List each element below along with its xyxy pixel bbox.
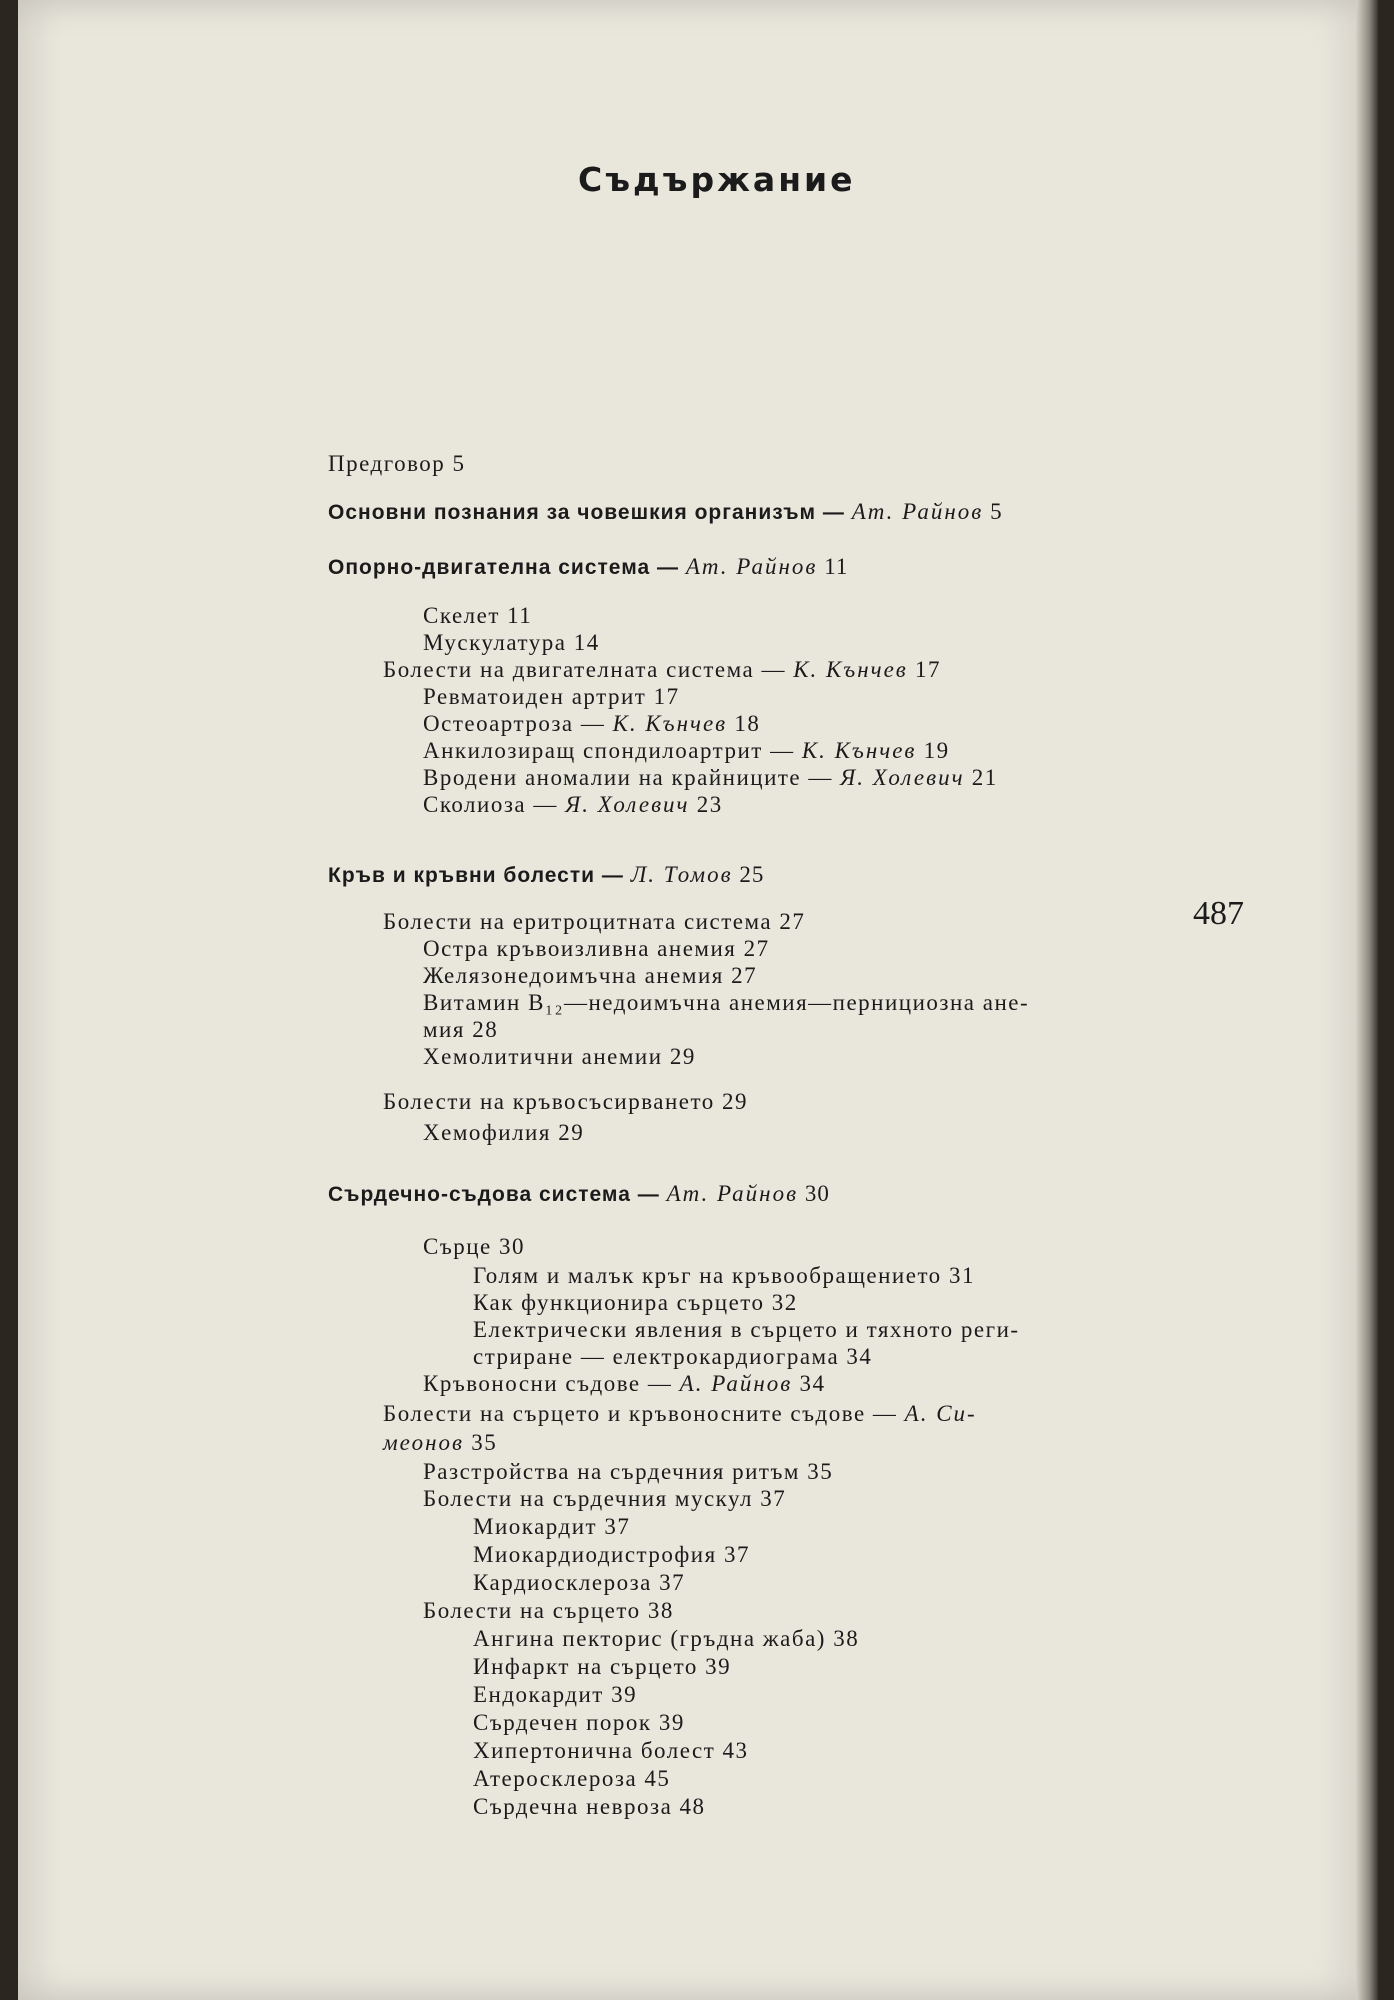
toc-entry: Хемолитични анемии 29: [423, 1044, 696, 1069]
toc-entry: Сърдечен порок 39: [473, 1710, 685, 1735]
toc-entry: Болести на еритроцитната система 27: [383, 909, 806, 934]
toc-entry: Ангина пекторис (гръдна жаба) 38: [473, 1626, 860, 1651]
toc-entry: Сърце 30: [423, 1234, 526, 1259]
toc-entry: Болести на сърцето и кръвоносните съдове — А. Си-: [383, 1401, 977, 1426]
toc-entry: Голям и малък кръг на кръвообращението 31: [473, 1263, 975, 1288]
toc-entry: Скелет 11: [423, 603, 533, 628]
toc-entry: Болести на кръвосъсирването 29: [383, 1089, 748, 1114]
toc-section: Опорно-двигателна система — Ат. Райнов 11: [328, 554, 849, 579]
toc-section: Кръв и кръвни болести — Л. Томов 25: [328, 862, 765, 887]
book-page: [18, 0, 1378, 2000]
toc-entry: Миокардит 37: [473, 1514, 631, 1539]
toc-entry: Хипертонична болест 43: [473, 1738, 749, 1763]
toc-entry: Разстройства на сърдечния ритъм 35: [423, 1459, 834, 1484]
book-spine: [1356, 0, 1378, 2000]
toc-entry: Ендокардит 39: [473, 1682, 638, 1707]
toc-entry: стриране — електрокардиограма 34: [473, 1344, 873, 1369]
toc-entry: Кръвоносни съдове — А. Райнов 34: [423, 1371, 826, 1396]
toc-section: Основни познания за човешкия организъм — Ат. Райнов 5: [328, 499, 1003, 524]
toc-entry: Електрически явления в сърцето и тяхното реги-: [473, 1317, 1020, 1342]
toc-entry: Сърдечна невроза 48: [473, 1794, 706, 1819]
toc-entry: Желязонедоимъчна анемия 27: [423, 963, 758, 988]
toc-entry: Мускулатура 14: [423, 630, 600, 655]
toc-entry: Болести на двигателната система — К. Кънчев 17: [383, 657, 942, 682]
toc-entry: Анкилозиращ спондилоартрит — К. Кънчев 19: [423, 738, 950, 763]
toc-entry: Сколиоза — Я. Холевич 23: [423, 792, 723, 817]
toc-entry: Болести на сърцето 38: [423, 1598, 674, 1623]
toc-entry: Остра кръвоизливна анемия 27: [423, 936, 770, 961]
toc-entry: Ревматоиден артрит 17: [423, 684, 680, 709]
toc-entry: Инфаркт на сърцето 39: [473, 1654, 732, 1679]
toc-entry: Витамин B₁₂—недоимъчна анемия—пернициозна ане-: [423, 990, 1030, 1015]
toc-entry: Как функционира сърцето 32: [473, 1290, 798, 1315]
toc-entry: Болести на сърдечния мускул 37: [423, 1486, 787, 1511]
toc-entry: Миокардиодистрофия 37: [473, 1542, 750, 1567]
toc-entry: Атеросклероза 45: [473, 1766, 671, 1791]
toc-entry: Предговор 5: [328, 451, 466, 476]
toc-entry: меонов 35: [383, 1430, 498, 1455]
toc-entry: мия 28: [423, 1017, 499, 1042]
toc-entry: Хемофилия 29: [423, 1120, 585, 1145]
toc-entry: Остеоартроза — К. Кънчев 18: [423, 711, 761, 736]
toc-section: Сърдечно-съдова система — Ат. Райнов 30: [328, 1181, 830, 1206]
page-title: Съдържание: [578, 160, 856, 199]
page-number: 487: [1193, 895, 1244, 932]
toc-entry: Вродени аномалии на крайниците — Я. Холевич 21: [423, 765, 998, 790]
toc-entry: Кардиосклероза 37: [473, 1570, 686, 1595]
